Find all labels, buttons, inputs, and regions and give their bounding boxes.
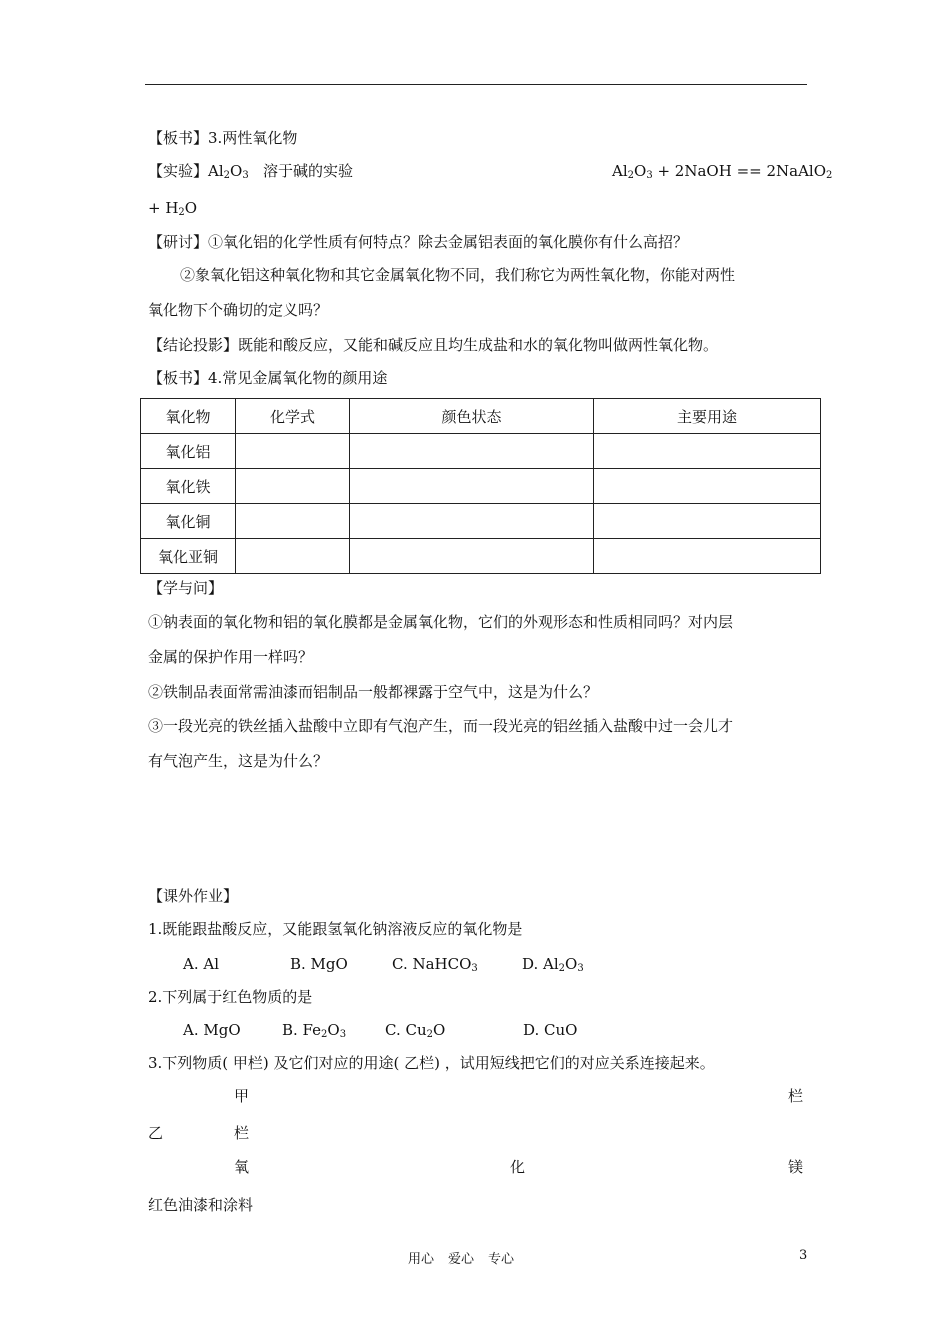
board-label: 【板书】: [148, 129, 209, 147]
oxide-table: [140, 398, 821, 574]
table-row: [141, 539, 821, 574]
column-yi: 乙: [148, 1124, 164, 1142]
study-label: 【研讨】: [148, 233, 209, 251]
header-rule: [145, 84, 807, 85]
use-red-paint: 红色油漆和涂料: [148, 1196, 254, 1214]
exp-sub-2: 2: [223, 170, 231, 181]
exp-sub-3: 3: [242, 170, 249, 181]
learn-q2: ②铁制品表面常需油漆而铝制品一般都裸露于空气中，这是为什么？: [148, 683, 599, 701]
q2-b-mid: O: [327, 1021, 340, 1039]
table-row: [141, 469, 821, 504]
column-jia: 甲: [234, 1087, 250, 1105]
header-color-state: 颜色状态: [350, 399, 594, 434]
cell-empty: [236, 434, 350, 469]
footer-word-2: 爱心: [448, 1252, 475, 1267]
reaction-equation-cont: [148, 198, 197, 218]
learn-label: 【学与问】: [148, 579, 224, 597]
cell-empty: [594, 504, 821, 539]
board-line-4: [148, 368, 387, 388]
header-formula: 化学式: [236, 399, 350, 434]
q1-option-d: [522, 954, 584, 974]
eq-sub3: 2: [826, 170, 833, 181]
eq-sub1: 2: [627, 170, 635, 181]
q1-c-pre: C. NaHCO: [392, 955, 472, 973]
experiment-desc: 溶于碱的实验: [263, 162, 354, 180]
q2-b-pre: B. Fe: [282, 1021, 322, 1039]
cell-empty: [350, 539, 594, 574]
row-name: 氧化亚铜: [141, 539, 236, 574]
eq-part2: O: [634, 162, 647, 180]
q2-c-sub: 2: [426, 1029, 433, 1040]
item-hua: 化: [510, 1158, 526, 1176]
page-number: 3: [799, 1248, 808, 1263]
study-line-1: [148, 232, 688, 252]
board-line-3: [148, 128, 297, 148]
learn-q1b: 金属的保护作用一样吗？: [148, 648, 314, 666]
q1-c-sub: 3: [471, 963, 478, 974]
q1-option-b: B. MgO: [290, 955, 348, 973]
eq-part3: + 2NaOH == 2NaAlO: [652, 162, 827, 180]
table-row: [141, 434, 821, 469]
q2-option-d: D. CuO: [523, 1021, 578, 1039]
board4-text: 4.常见金属氧化物的颜用途: [208, 369, 388, 387]
column-lan-2: 栏: [234, 1124, 250, 1142]
row-name: 氧化铁: [141, 469, 236, 504]
column-lan-1: 栏: [788, 1087, 804, 1105]
eq-sub2: 3: [646, 170, 653, 181]
q2-b-sub1: 2: [321, 1029, 328, 1040]
cell-empty: [236, 469, 350, 504]
q2-c-post: O: [433, 1021, 446, 1039]
cell-empty: [594, 469, 821, 504]
q2-c-pre: C. Cu: [385, 1021, 427, 1039]
exp-formula-o: O: [230, 162, 243, 180]
cell-empty: [236, 539, 350, 574]
footer-motto: [408, 1248, 528, 1267]
footer-word-3: 专心: [488, 1252, 515, 1267]
row-name: 氧化铜: [141, 504, 236, 539]
experiment-line: [148, 161, 353, 181]
q1-option-c: [392, 954, 478, 974]
q2-option-b: [282, 1020, 346, 1040]
item-mei: 镁: [788, 1158, 804, 1176]
cell-empty: [350, 504, 594, 539]
q1-d-sub2: 3: [577, 963, 584, 974]
q2-b-sub2: 3: [339, 1029, 347, 1040]
footer-word-1: 用心: [408, 1252, 435, 1267]
header-oxide: 氧化物: [141, 399, 236, 434]
cell-empty: [236, 504, 350, 539]
conclusion-line: [148, 335, 718, 355]
board4-label: 【板书】: [148, 369, 209, 387]
conclusion-label: 【结论投影】: [148, 336, 239, 354]
q2-option-a: A. MgO: [183, 1021, 241, 1039]
q1-d-sub1: 2: [558, 963, 566, 974]
q2-option-c: [385, 1020, 445, 1040]
study-question-2b: 氧化物下个确切的定义吗？: [148, 301, 329, 319]
experiment-label: 【实验】: [148, 162, 209, 180]
cell-empty: [350, 469, 594, 504]
item-yang: 氧: [234, 1158, 250, 1176]
learn-q3a: ③一段光亮的铁丝插入盐酸中立即有气泡产生，而一段光亮的铝丝插入盐酸中过一会儿才: [148, 717, 734, 735]
learn-q3b: 有气泡产生，这是为什么？: [148, 752, 329, 770]
eq-part1: Al: [612, 162, 628, 180]
q1-option-a: A. Al: [183, 955, 219, 973]
board-text: 3.两性氧化物: [208, 129, 298, 147]
eq-cont1: + H: [148, 199, 179, 217]
study-question-2a: ②象氧化铝这种氧化物和其它金属氧化物不同，我们称它为两性氧化物，你能对两性: [180, 266, 736, 284]
homework-q3: 3.下列物质( 甲栏) 及它们对应的用途( 乙栏) ，试用短线把它们的对应关系连接起来。: [148, 1054, 715, 1072]
homework-q1: 1.既能跟盐酸反应，又能跟氢氧化钠溶液反应的氧化物是: [148, 920, 523, 938]
homework-q2: 2.下列属于红色物质的是: [148, 988, 313, 1006]
conclusion-text: 既能和酸反应，又能和碱反应且均生成盐和水的氧化物叫做两性氧化物。: [238, 336, 719, 354]
reaction-equation: [612, 161, 832, 181]
cell-empty: [594, 539, 821, 574]
exp-formula-al: Al: [208, 162, 224, 180]
learn-q1a: ①钠表面的氧化物和铝的氧化膜都是金属氧化物，它们的外观形态和性质相同吗？对内层: [148, 613, 734, 631]
cell-empty: [350, 434, 594, 469]
table-row: [141, 504, 821, 539]
q1-d-mid: O: [565, 955, 578, 973]
homework-label: 【课外作业】: [148, 887, 239, 905]
cell-empty: [594, 434, 821, 469]
table-header-row: [141, 399, 821, 434]
header-main-use: 主要用途: [594, 399, 821, 434]
study-question-1: ①氧化铝的化学性质有何特点？除去金属铝表面的氧化膜你有什么高招？: [208, 233, 689, 251]
eq-cont2: O: [184, 199, 198, 217]
q1-d-pre: D. Al: [522, 955, 559, 973]
eq-cont-sub: 2: [178, 207, 185, 218]
row-name: 氧化铝: [141, 434, 236, 469]
